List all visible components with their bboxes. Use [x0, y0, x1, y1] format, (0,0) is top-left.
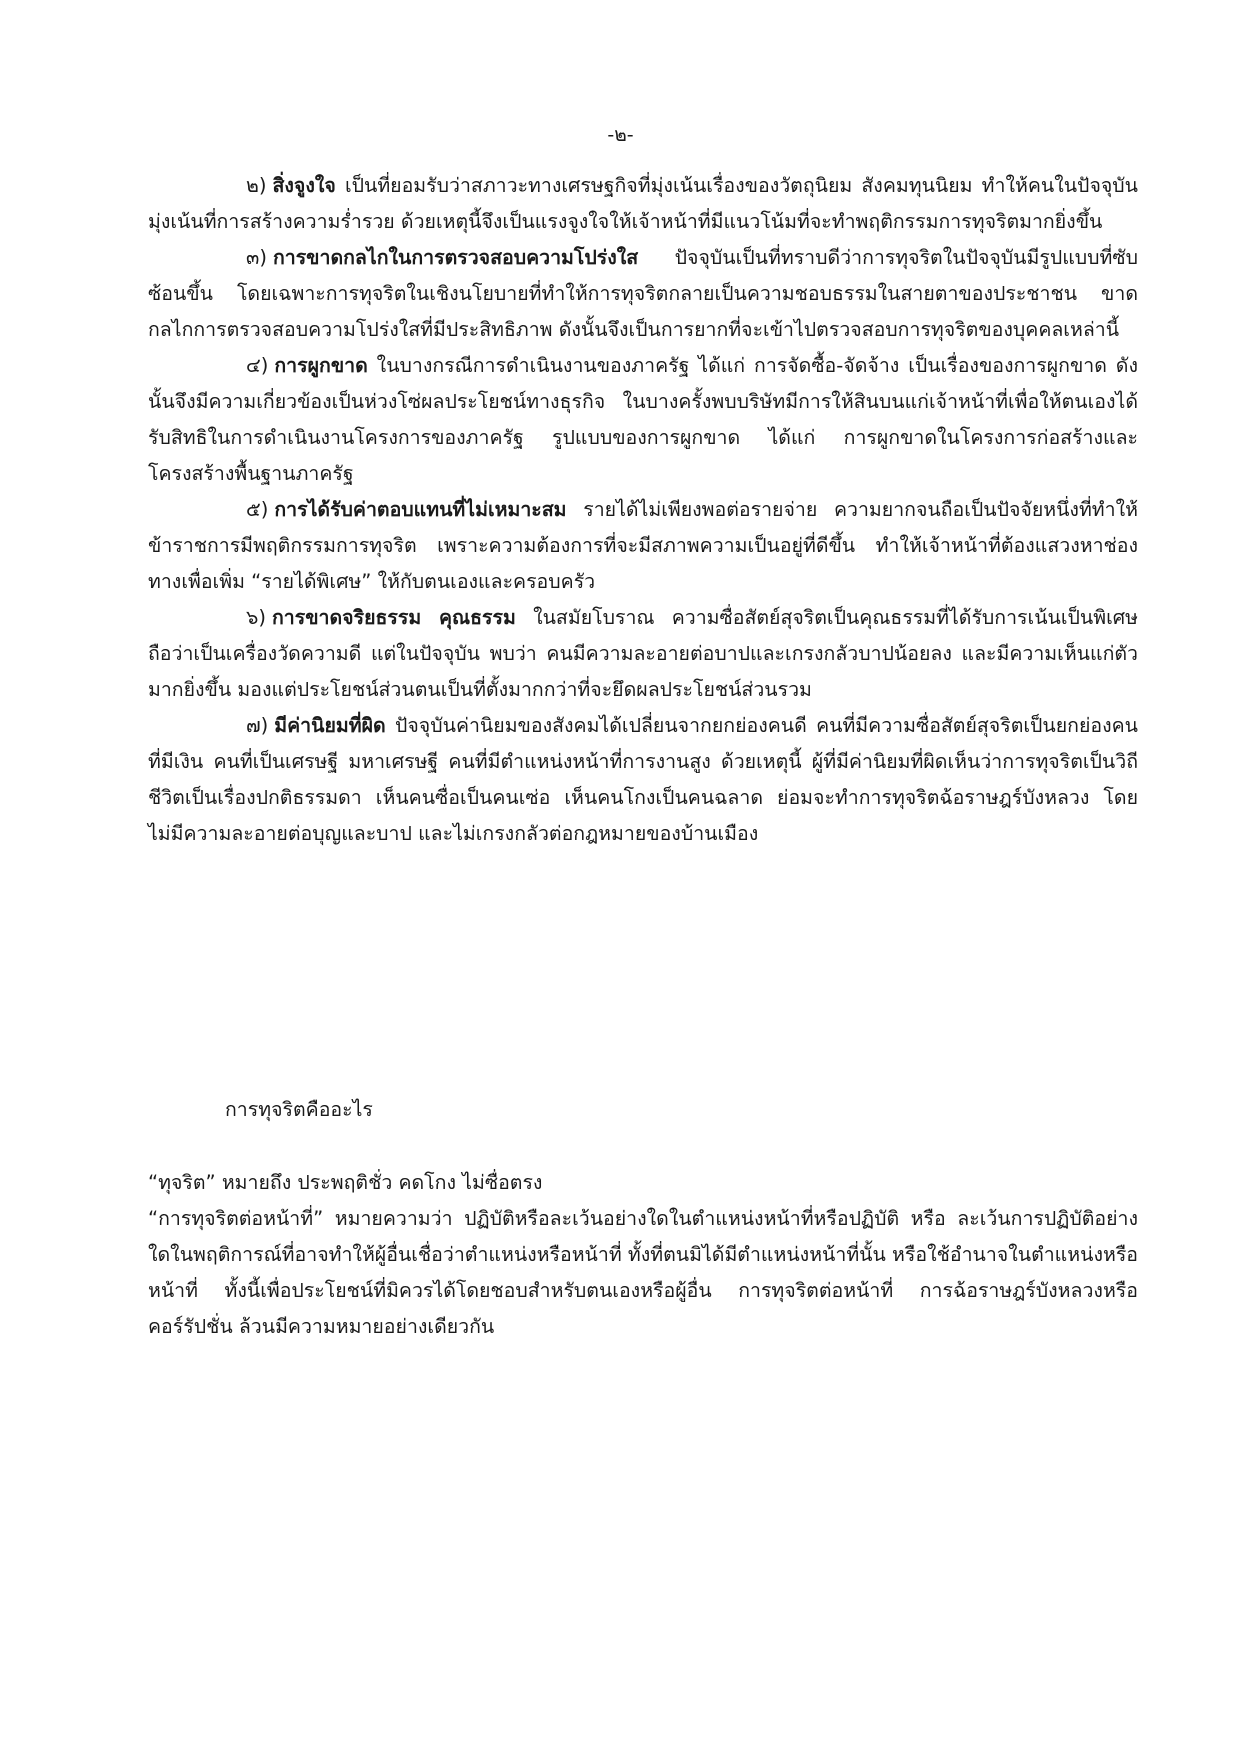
cause-number: ๗) [246, 714, 269, 737]
cause-number: ๕) [246, 498, 269, 521]
section-heading: การทุจริตคืออะไร [225, 1098, 373, 1121]
cause-list [148, 168, 1138, 852]
cause-text: ในบางกรณีการดำเนินงานของภาครัฐ ได้แก่ การจัดซื้อ-จัดจ้าง เป็นเรื่องของการผูกขาด ดังนั้นจึงมีความเกี่ยวข้องเป็นห่วงโซ่ผลประโยชน์ทางธุรกิจ ในบางครั้งพบบริษัทมีการให้สินบนแก่เจ้าหน้าที่เพื่อให้ตนเองได้รับสิทธิในการดำเนินงานโครงการของภาครัฐ รูปแบบของการผูกขาด ได้แก่ การผูกขาดในโครงการก่อสร้างและโครงสร้างพื้นฐานภาครัฐ [148, 354, 1138, 485]
cause-item-4 [148, 348, 1138, 492]
cause-number: ๔) [246, 354, 269, 377]
cause-text: ปัจจุบันเป็นที่ทราบดีว่าการทุจริตในปัจจุบันมีรูปแบบที่ซับซ้อนขึ้น โดยเฉพาะการทุจริตในเชิงนโยบายที่ทำให้การทุจริตกลายเป็นความชอบธรรมในสายตาของประชาชน ขาดกลไกการตรวจสอบความโปร่งใสที่มีประสิทธิภาพ ดังนั้นจึงเป็นการยากที่จะเข้าไปตรวจสอบการทุจริตของบุคคลเหล่านี้ [148, 246, 1138, 341]
page-number: -๒- [607, 124, 634, 146]
cause-item-7 [148, 708, 1138, 852]
cause-item-6 [148, 600, 1138, 708]
cause-number: ๖) [246, 606, 266, 629]
cause-title: สิ่งจูงใจ [272, 174, 336, 197]
cause-item-5 [148, 492, 1138, 600]
cause-text: ปัจจุบันค่านิยมของสังคมได้เปลี่ยนจากยกย่องคนดี คนที่มีความซื่อสัตย์สุจริตเป็นยกย่องคนที่มีเงิน คนที่เป็นเศรษฐี มหาเศรษฐี คนที่มีตำแหน่งหน้าที่การงานสูง ด้วยเหตุนี้ ผู้ที่มีค่านิยมที่ผิดเห็นว่าการทุจริตเป็นวิถีชีวิตเป็นเรื่องปกติธรรมดา เห็นคนซื่อเป็นคนเซ่อ เห็นคนโกงเป็นคนฉลาด ย่อมจะทำการทุจริตฉ้อราษฎร์บังหลวง โดยไม่มีความละอายต่อบุญและบาป และไม่เกรงกลัวต่อกฎหมายของบ้านเมือง [148, 714, 1138, 845]
definition-malfeasance-in-office: “การทุจริตต่อหน้าที่” หมายความว่า ปฏิบัติหรือละเว้นอย่างใดในตำแหน่งหน้าที่หรือปฏิบัติ หรือ ละเว้นการปฏิบัติอย่างใดในพฤติการณ์ที่อาจทำให้ผู้อื่นเชื่อว่าตำแหน่งหรือหน้าที่ ทั้งที่ตนมิได้มีตำแหน่งหน้าที่นั้น หรือใช้อำนาจในตำแหน่งหรือหน้าที่ ทั้งนี้เพื่อประโยชน์ที่มิควรได้โดยชอบสำหรับตนเองหรือผู้อื่น การทุจริตต่อหน้าที่ การฉ้อราษฎร์บังหลวงหรือคอร์รัปชั่น ล้วนมีความหมายอย่างเดียวกัน [148, 1207, 1138, 1338]
cause-text: รายได้ไม่เพียงพอต่อรายจ่าย ความยากจนถือเป็นปัจจัยหนึ่งที่ทำให้ข้าราชการมีพฤติกรรมการทุจริต เพราะความต้องการที่จะมีสภาพความเป็นอยู่ที่ดีขึ้น ทำให้เจ้าหน้าที่ต้องแสวงหาช่องทางเพื่อเพิ่ม “รายได้พิเศษ” ให้กับตนเองและครอบครัว [148, 498, 1138, 593]
cause-item-2 [148, 168, 1138, 240]
cause-title: การผูกขาด [274, 354, 368, 377]
cause-text: เป็นที่ยอมรับว่าสภาวะทางเศรษฐกิจที่มุ่งเน้นเรื่องของวัตถุนิยม สังคมทุนนิยม ทำให้คนในปัจจุบันมุ่งเน้นที่การสร้างความร่ำรวย ด้วยเหตุนี้จึงเป็นแรงจูงใจให้เจ้าหน้าที่มีแนวโน้มที่จะทำพฤติกรรมการทุจริตมากยิ่งขึ้น [148, 174, 1138, 233]
cause-title: การได้รับค่าตอบแทนที่ไม่เหมาะสม [274, 498, 567, 521]
definition-corruption: “ทุจริต” หมายถึง ประพฤติชั่ว คดโกง ไม่ซื่อตรง [148, 1171, 543, 1194]
definition-block [148, 1165, 1138, 1345]
cause-number: ๓) [246, 246, 267, 269]
cause-number: ๒) [246, 174, 267, 197]
cause-title: การขาดจริยธรรม คุณธรรม [272, 606, 516, 629]
cause-text: ในสมัยโบราณ ความซื่อสัตย์สุจริตเป็นคุณธรรมที่ได้รับการเน้นเป็นพิเศษถือว่าเป็นเครื่องวัดความดี แต่ในปัจจุบัน พบว่า คนมีความละอายต่อบาปและเกรงกลัวบาปน้อยลง และมีความเห็นแก่ตัวมากยิ่งขึ้น มองแต่ประโยชน์ส่วนตนเป็นที่ตั้งมากกว่าที่จะยึดผลประโยชน์ส่วนรวม [148, 606, 1138, 701]
cause-title: มีค่านิยมที่ผิด [274, 714, 386, 737]
cause-title: การขาดกลไกในการตรวจสอบความโปร่งใส [272, 246, 639, 269]
cause-item-3 [148, 240, 1138, 348]
